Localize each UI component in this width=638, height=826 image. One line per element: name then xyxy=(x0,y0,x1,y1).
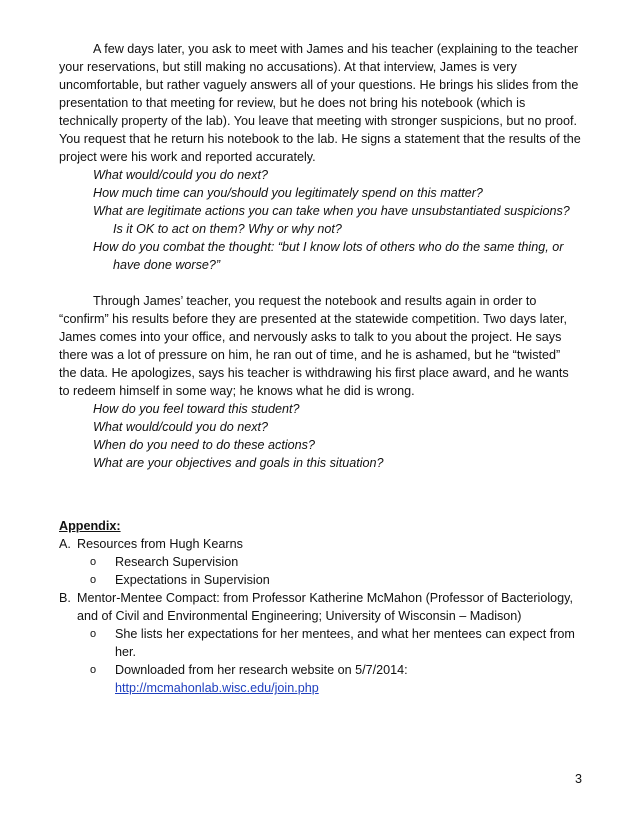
appendix-subitem xyxy=(77,625,589,661)
question-item: What would/could you do next? xyxy=(93,168,269,182)
bullet-icon: o xyxy=(90,556,97,568)
question-list-first xyxy=(93,166,581,274)
question-item: What are your objectives and goals in this situation? xyxy=(93,456,384,470)
list-marker: B. xyxy=(59,591,71,605)
appendix-item-text: Mentor-Mentee Compact: from Professor Katherine McMahon (Professor of Bacteriology, and of Civil and Environmental Engineering; University of Wisconsin – Madison) xyxy=(77,591,574,623)
appendix-list xyxy=(59,535,589,697)
paragraph-spacer xyxy=(59,274,581,292)
appendix-sublist xyxy=(77,553,589,589)
question-item: How much time can you/should you legitimately spend on this matter? xyxy=(93,186,483,200)
appendix-title: Appendix: xyxy=(59,519,121,533)
case-study-body xyxy=(59,40,581,472)
appendix-subitem xyxy=(77,553,589,571)
bullet-icon: o xyxy=(90,574,97,586)
appendix-sublist xyxy=(77,625,589,697)
appendix-subitem-text: She lists her expectations for her mentees, and what her mentees can expect from her. xyxy=(115,627,575,659)
appendix-item-text: Resources from Hugh Kearns xyxy=(77,537,243,551)
question-item: How do you feel toward this student? xyxy=(93,402,300,416)
appendix-subitem-text: Research Supervision xyxy=(115,555,239,569)
research-website-link[interactable]: http://mcmahonlab.wisc.edu/join.php xyxy=(115,681,319,695)
appendix-item-a xyxy=(59,535,589,589)
appendix-subitem xyxy=(77,571,589,589)
appendix-subitem xyxy=(77,661,589,697)
question-item: What are legitimate actions you can take when you have unsubstantiated suspicions? Is it OK to act on them? Why or why not? xyxy=(93,204,570,236)
list-marker: A. xyxy=(59,537,71,551)
appendix-section xyxy=(59,517,589,697)
bullet-icon: o xyxy=(90,664,97,676)
question-item: When do you need to do these actions? xyxy=(93,438,315,452)
question-list-second xyxy=(93,400,581,472)
download-text: Downloaded from her research website on 5/7/2014: xyxy=(115,663,408,677)
paragraph-meeting: A few days later, you ask to meet with James and his teacher (explaining to the teacher your reservations, but still making no accusations). At that interview, James is very uncomfortable, but rather vaguely answers all of your questions. He brings his slides from the presentation to that meeting for review, but he does not bring his notebook (which is technically property of the lab). You leave that meeting with stronger suspicions, but no proof. You request that he return his notebook to the lab. He signs a statement that the results of the project were his work and reported accurately. xyxy=(59,42,581,164)
paragraph-confession: Through James’ teacher, you request the notebook and results again in order to “confirm” his results before they are presented at the statewide competition. Two days later, James comes into your office, and nervously asks to talk to you about the project. He says there was a lot of pressure on him, he ran out of time, and he is ashamed, but he “twisted” the data. He apologizes, says his teacher is withdrawing his first place award, and he wants to redeem himself in some way; he knows what he did is wrong. xyxy=(59,294,569,398)
question-item: How do you combat the thought: “but I know lots of others who do the same thing, or have done worse?” xyxy=(93,240,564,272)
appendix-subitem-text: Expectations in Supervision xyxy=(115,573,270,587)
appendix-item-b xyxy=(59,589,589,697)
page-number: 3 xyxy=(574,772,582,786)
bullet-icon: o xyxy=(90,628,97,640)
question-item: What would/could you do next? xyxy=(93,420,269,434)
